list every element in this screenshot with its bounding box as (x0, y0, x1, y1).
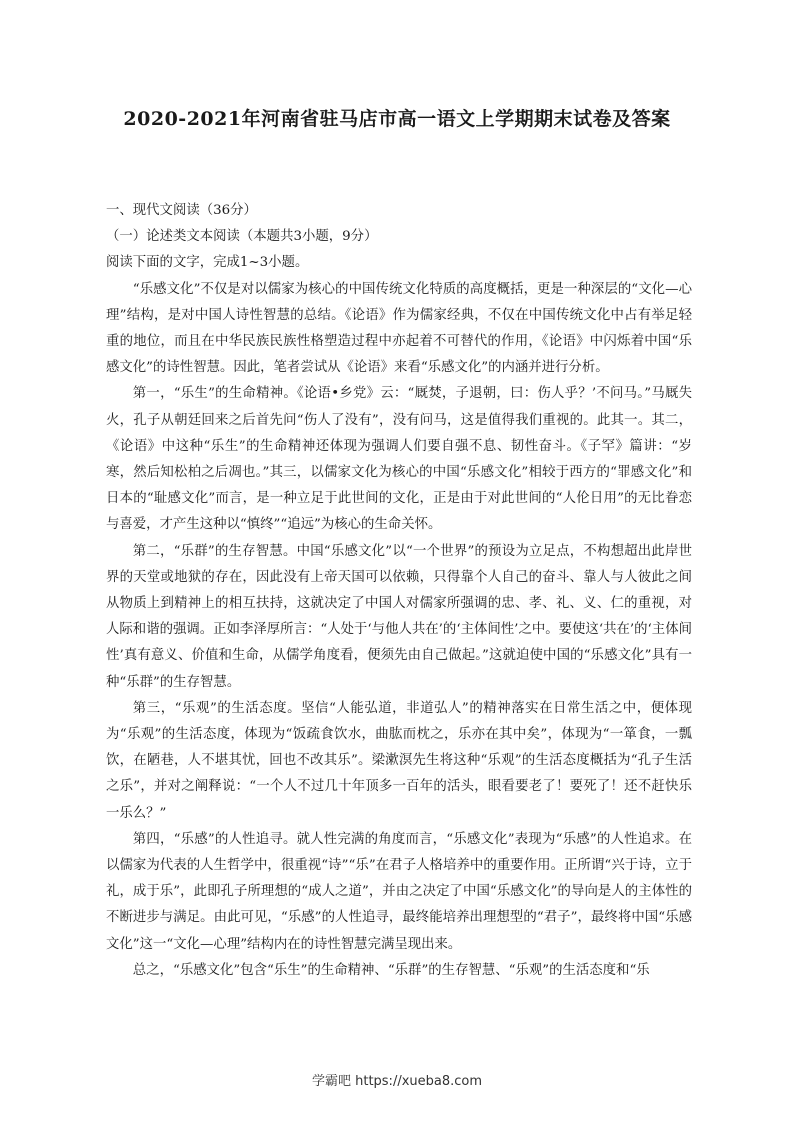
document-title: 2020-2021年河南省驻马店市高一语文上学期期末试卷及答案 (123, 108, 671, 130)
body-paragraph: 第三，“乐观”的生活态度。坚信“人能弘道，非道弘人”的精神落实在日常生活之中，便体现为“乐观”的生活态度，体现为“饭疏食饮水，曲肱而枕之，乐亦在其中矣”，体现为“一箪食，一瓢饮，在陋巷，人不堪其忧，回也不改其乐”。梁漱溟先生将这种“乐观”的生活态度概括为“孔子生活之乐”，并对之阐释说：“一个人不过几十年顶多一百年的活头，眼看要老了！要死了！还不赶快乐一乐么？” (106, 700, 692, 821)
section-heading: 一、现代文阅读（36分） (106, 203, 257, 218)
body-paragraph: “乐感文化”不仅是对以儒家为核心的中国传统文化特质的高度概括，更是一种深层的“文化—心理”结构，是对中国人诗性智慧的总结。《论语》作为儒家经典，不仅在中国传统文化中占有举足轻重的地位，而且在中华民族民族性格塑造过程中亦起着不可替代的作用，《论语》中闪烁着中国“乐感文化”的诗性智慧。因此，笔者尝试从《论语》来看“乐感文化”的内涵并进行分析。 (106, 281, 692, 376)
reading-instruction: 阅读下面的文字，完成1~3小题。 (106, 255, 309, 271)
body-paragraph: 第一，“乐生”的生命精神。《论语•乡党》云：“厩焚，子退朝，曰：伤人乎？’不问马。”马厩失火，孔子从朝廷回来之后首先问“伤人了没有”，没有问马，这是值得我们重视的。此其一。其二，《论语》中这种“乐生”的生命精神还体现为强调人们要自强不息、韧性奋斗。《子罕》篇讲：“岁寒，然后知松柏之后凋也。”其三，以儒家文化为核心的中国“乐感文化”相较于西方的“罪感文化”和日本的“耻感文化”而言，是一种立足于此世间的文化，正是由于对此世间的“人伦日用”的无比眷恋与喜爱，才产生这种以“慎终”“追远”为核心的生命关怀。 (106, 386, 692, 533)
body-paragraph: 第四，“乐感”的人性追寻。就人性完满的角度而言，“乐感文化”表现为“乐感”的人性追求。在以儒家为代表的人生哲学中，很重视“诗”“乐”在君子人格培养中的重要作用。正所谓“兴于诗，立于礼，成于乐”，此即孔子所理想的“成人之道”，并由之决定了中国“乐感文化”的导向是人的主体性的不断进步与满足。由此可见，“乐感”的人性追寻，最终能培养出理想型的“君子”，最终将中国“乐感文化”这一“文化—心理”结构内在的诗性智慧完满呈现出来。 (106, 831, 692, 952)
document-body (106, 198, 692, 984)
subsection-heading: （一）论述类文本阅读（本题共3小题，9分） (106, 229, 378, 245)
body-paragraph: 总之，“乐感文化”包含“乐生”的生命精神、“乐群”的生存智慧、“乐观”的生活态度和“乐 (132, 962, 650, 978)
body-paragraph: 第二，“乐群”的生存智慧。中国“乐感文化”以“一个世界”的预设为立足点，不构想超出此岸世界的天堂或地狱的存在，因此没有上帝天国可以依赖，只得靠个人自己的奋斗、靠人与人彼此之间从物质上到精神上的相互扶持，这就决定了中国人对儒家所强调的忠、孝、礼、义、仁的重视，对人际和谐的强调。正如李泽厚所言：“人处于‘与他人共在’的‘主体间性’之中。要使这‘共在’的‘主体间性’真有意义、价值和生命，从儒学角度看，便须先由自己做起。”这就迫使中国的“乐感文化”具有一种“乐群”的生存智慧。 (106, 543, 692, 690)
footer-watermark: 学霸吧 https://xueba8.com (311, 1074, 483, 1089)
